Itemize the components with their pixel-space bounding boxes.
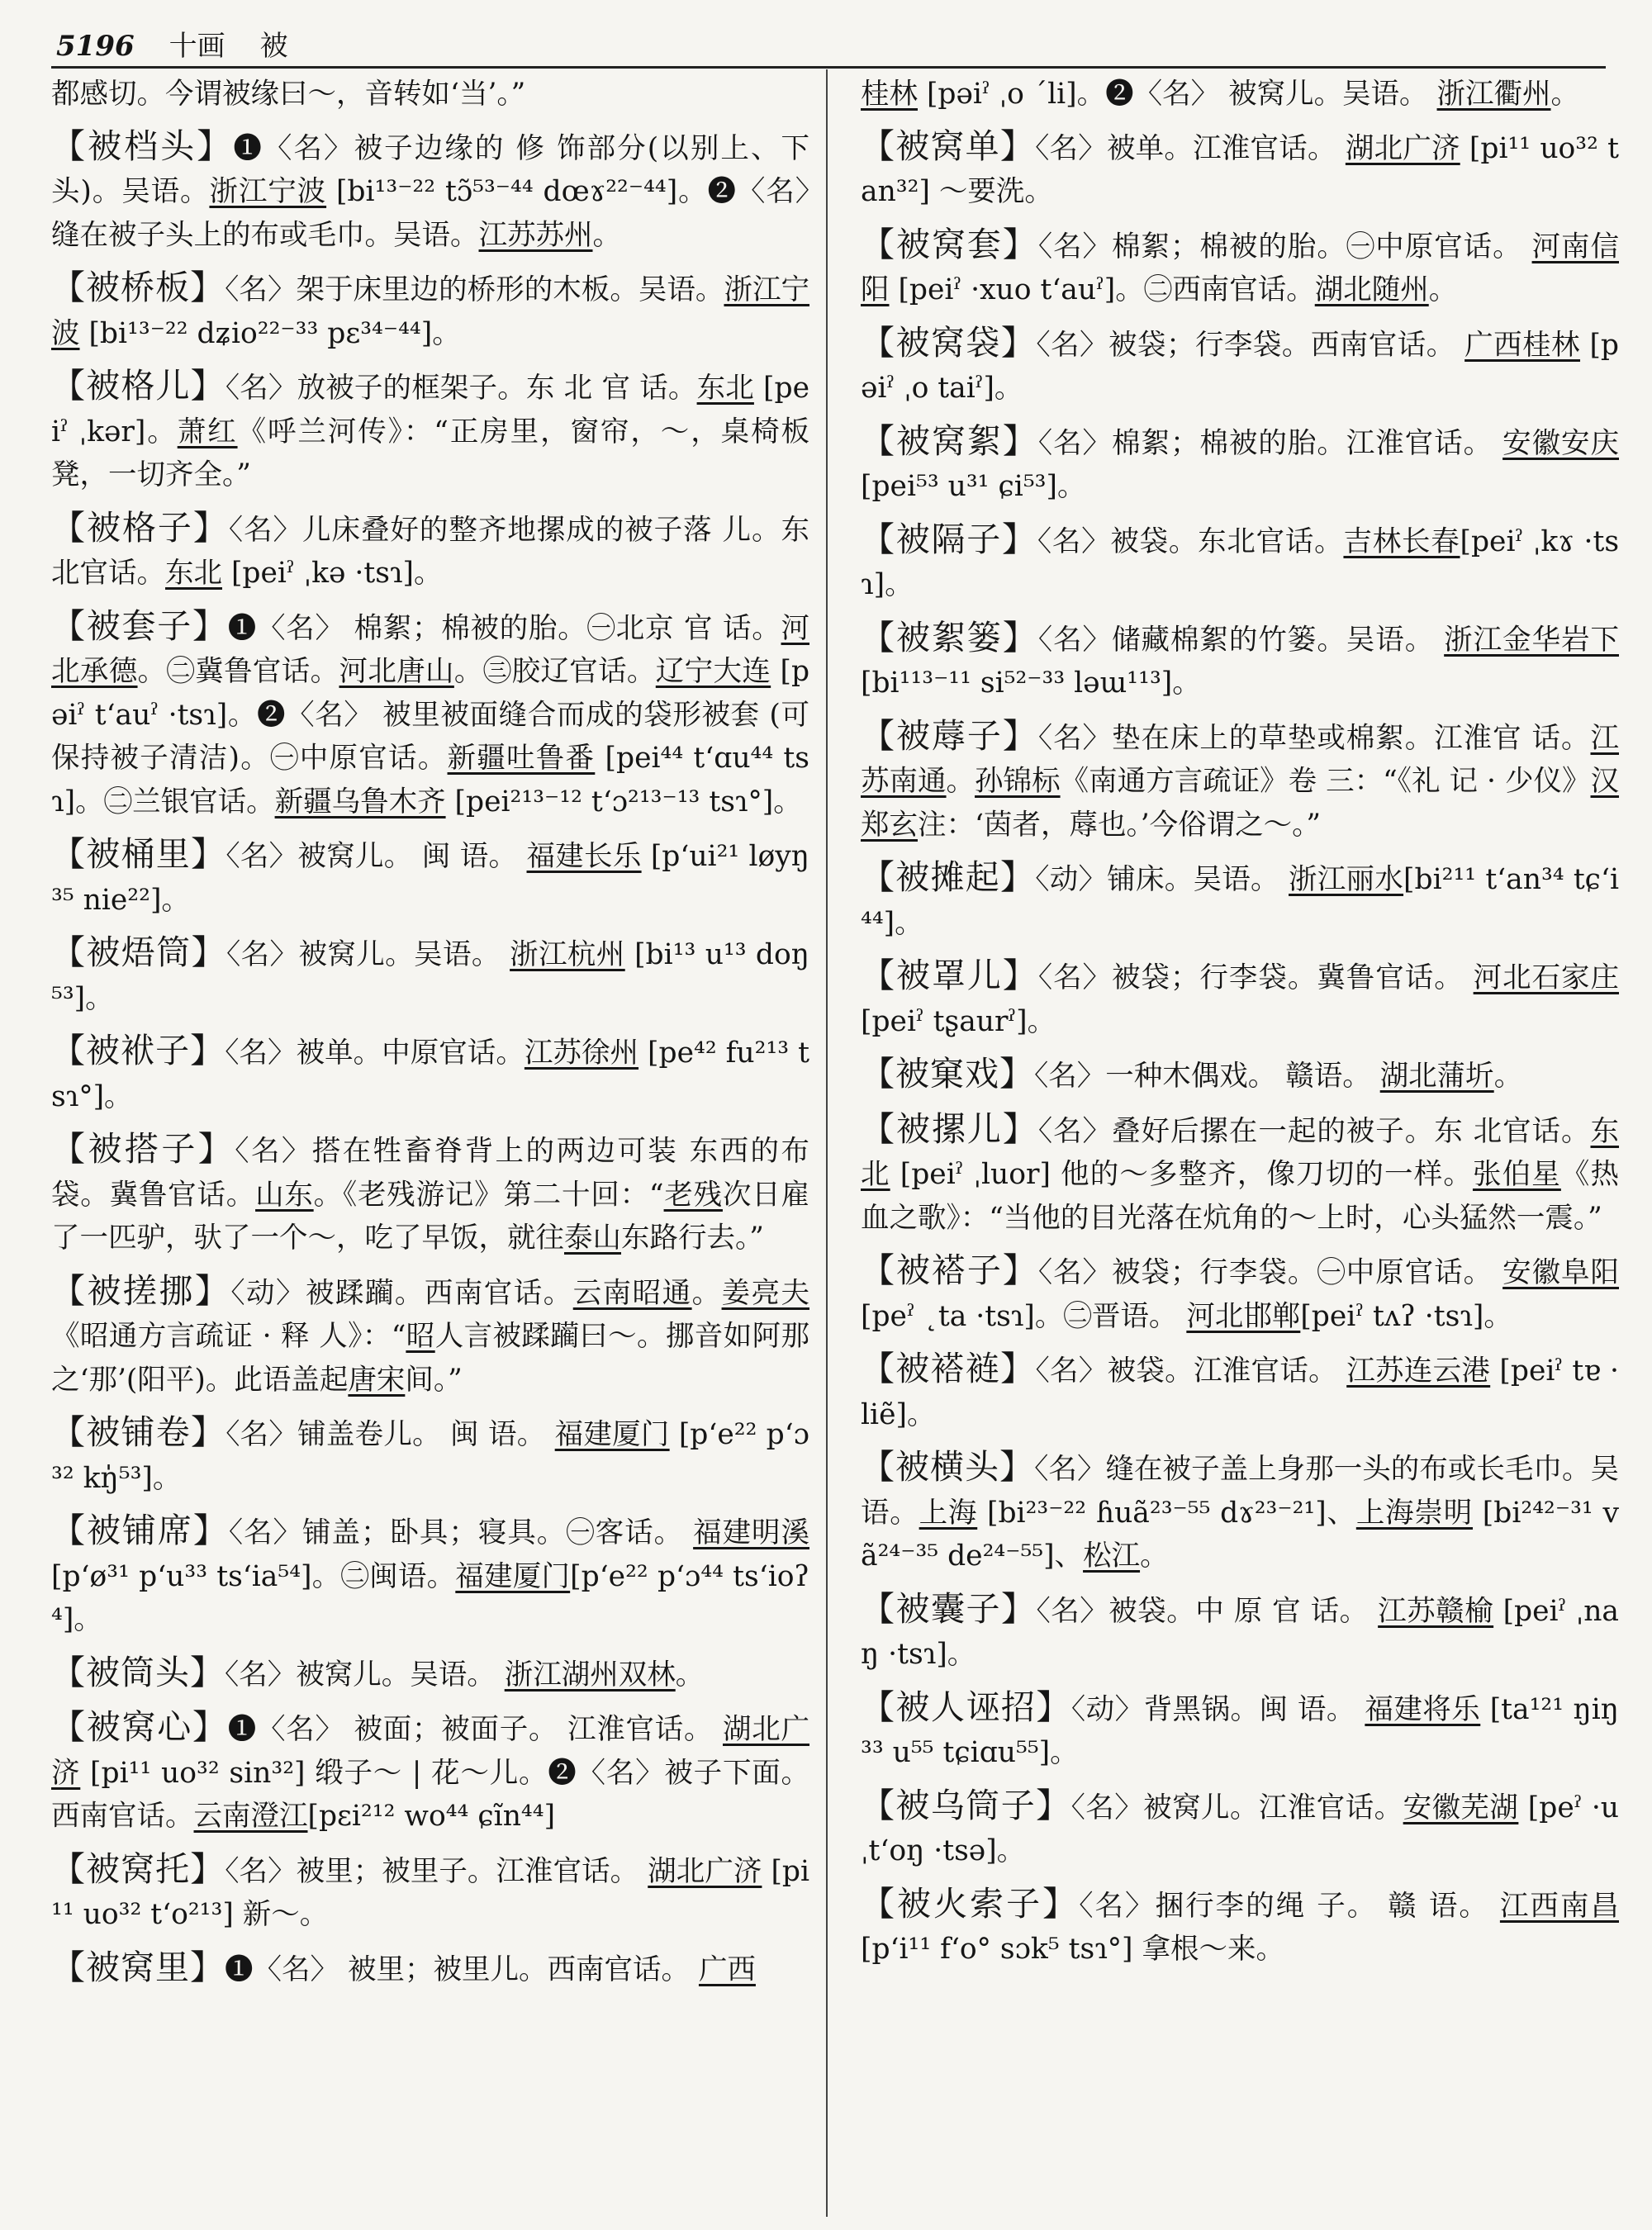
- right-column: [861, 73, 1619, 2220]
- entry-headword: 【被横头】: [861, 1447, 1035, 1487]
- dictionary-entry: [51, 1509, 809, 1642]
- section-label: 十画: [169, 30, 225, 63]
- entry-definition: 〈动〉被蹂躏。西南官话。云南昭通。姜亮夫《昭通方言疏证 · 释 人》：“昭人言被蹂躏曰～。挪音如阿那之‘那’(阳平)。此语盖起唐宋间。”: [51, 1276, 809, 1397]
- head-character: 被: [259, 30, 288, 63]
- entry-headword: 【被絮篓】: [861, 617, 1038, 657]
- dictionary-entry: [51, 1269, 809, 1402]
- entry-headword: 【被窠戏】: [861, 1054, 1034, 1094]
- entry-definition: 〈名〉被窝儿。江淮官话。安徽芜湖 [peˀ ·u ˌt‘oŋ ·tsə]。: [861, 1791, 1619, 1867]
- entry-definition: 〈名〉放被子的框架子。东 北 官 话。东北 [peiˀ ˌkər]。萧红《呼兰河传》：“正房里，窗帘，～，桌椅板凳，一切齐全。”: [51, 372, 809, 491]
- entry-headword: 【被窝絮】: [861, 420, 1038, 461]
- entry-definition: 〈名〉被窝儿。吴语。 浙江湖州双林。: [225, 1658, 705, 1691]
- dictionary-entry: [51, 1029, 809, 1118]
- column-divider: [826, 69, 828, 2217]
- entry-definition: 〈名〉缝在被子盖上身那一头的布或长毛巾。吴语。上海 [bi²³⁻²² ɦuã²³⁻⁵⁵ dɤ²³⁻²¹]、上海崇明 [bi²⁴²⁻³¹ vã²⁴⁻³⁵ de²⁴⁻⁵⁵]、松江。: [861, 1453, 1619, 1573]
- header-rule: [51, 66, 1606, 69]
- entry-definition: 〈名〉被袋。中 原 官 话。 江苏赣榆 [peiˀ ˌnaŋ ·tsɿ]。: [861, 1594, 1619, 1671]
- entry-headword: 【被格子】: [51, 507, 229, 548]
- entry-headword: 【被桶里】: [51, 834, 226, 874]
- entry-headword: 【被褡裢】: [861, 1349, 1036, 1388]
- dictionary-entry: [51, 1946, 809, 1992]
- entry-definition: 〈名〉被袋。江淮官话。 江苏连云港 [peiˀ tɐ ·liẽ]。: [861, 1355, 1619, 1431]
- entry-definition: ❶〈名〉 棉絮；棉被的胎。㊀北京 官 话。河北承德。㊁冀鲁官话。河北唐山。㊂胶辽官话。辽宁大连 [pəiˀ t‘auˀ ·tsɿ]。❷〈名〉 被里被面缝合而成的袋形被套 (可保持被子清洁)。㊀中原官话。新疆吐鲁番 [pei⁴⁴ t‘ɑu⁴⁴ tsɿ]。㊁兰银官话。新疆乌鲁木齐 [pei²¹³⁻¹² t‘ɔ²¹³⁻¹³ tsɿ°]。: [51, 611, 809, 818]
- entry-definition: 〈名〉被窝儿。 闽 语。 福建长乐 [p‘ui²¹ løyŋ³⁵ nie²²]。: [51, 840, 809, 917]
- entry-headword: 【被窝里】: [51, 1947, 225, 1987]
- entry-definition: 〈名〉被单。中原官话。江苏徐州 [pe⁴² fu²¹³ tsɿ°]。: [51, 1037, 809, 1113]
- dictionary-entry: [51, 125, 809, 258]
- entry-definition: 〈名〉棉絮；棉被的胎。㊀中原官话。 河南信阳 [peiˀ ·xuo t‘auˀ]。㊁西南官话。湖北随州。: [861, 230, 1619, 306]
- entry-definition: 〈名〉一种木偶戏。 赣语。 湖北蒲圻。: [1034, 1060, 1523, 1093]
- entry-headword: 【被窝套】: [861, 224, 1038, 264]
- entry-definition: 〈动〉背黑锅。闽 语。 福建将乐 [ta¹²¹ ŋiŋ³³ u⁵⁵ tɕiɑu⁵⁵]。: [861, 1692, 1619, 1769]
- entry-definition: ❶〈名〉 被里；被里儿。西南官话。 广西: [225, 1952, 756, 1986]
- entry-definition: 〈名〉叠好后摞在一起的被子。东 北官话。东北 [peiˀ ˌluor] 他的～多整齐，像刀切的一样。张伯星《热血之歌》：“当他的目光落在炕角的～上时，心头猛然一震。”: [861, 1114, 1619, 1235]
- dictionary-entry: [51, 1411, 809, 1500]
- page-number: 5196: [56, 30, 135, 63]
- entry-headword: 【被套子】: [51, 605, 228, 646]
- entry-headword: 【被罩儿】: [861, 956, 1038, 995]
- dictionary-entry: [861, 321, 1619, 410]
- dictionary-entry: [861, 223, 1619, 312]
- entry-headword: 【被乌筒子】: [861, 1785, 1071, 1825]
- dictionary-entry: [51, 266, 809, 355]
- entry-definition: 〈名〉搭在牲畜脊背上的两边可装 东西的布袋。冀鲁官话。山东。《老残游记》第二十回：“老残次日雇了一匹驴，驮了一个～，吃了早饭，就往泰山东路行去。”: [51, 1135, 809, 1255]
- entry-headword: 【被筒头】: [51, 1652, 225, 1692]
- dictionary-entry: [861, 1445, 1619, 1578]
- entry-definition: 〈名〉被袋。东北官话。吉林长春[peiˀ ˌkɤ ·tsɿ]。: [861, 524, 1619, 601]
- entry-headword: 【被搓挪】: [51, 1270, 231, 1311]
- dictionary-entry: [51, 1651, 809, 1697]
- dictionary-entry: [861, 1052, 1619, 1098]
- dictionary-entry: [51, 1706, 809, 1839]
- entry-headword: 【被格儿】: [51, 366, 225, 406]
- entry-definition: 〈名〉被袋；行李袋。㊀中原官话。 安徽阜阳 [peˀ ˛ta ·tsɿ]。㊁晋语。 河北邯郸[peiˀ tʌʔ ·tsɿ]。: [861, 1256, 1619, 1333]
- dictionary-entry: [861, 420, 1619, 509]
- dictionary-entry: [861, 1249, 1619, 1338]
- entry-definition: 〈名〉被袋；行李袋。冀鲁官话。 河北石家庄 [peiˀ tʂaurˀ]。: [861, 961, 1619, 1038]
- dictionary-entry: [51, 506, 809, 595]
- entry-headword: 【被焐筒】: [51, 932, 226, 972]
- entry-headword: 【被囊子】: [861, 1588, 1037, 1629]
- entry-continuation: [861, 73, 1619, 116]
- dictionary-entry: [51, 1848, 809, 1937]
- dictionary-entry: [51, 931, 809, 1020]
- entry-definition: 〈名〉被袋；行李袋。西南官话。 广西桂林 [pəiˀ ˌo taiˀ]。: [861, 328, 1619, 405]
- entry-headword: 【被摊起】: [861, 857, 1036, 897]
- dictionary-entry: [861, 1587, 1619, 1677]
- entry-definition: 〈名〉被单。江淮官话。 湖北广济 [pi¹¹ uo³² tan³²] ～要洗。: [861, 131, 1619, 208]
- entry-definition: 〈名〉储藏棉絮的竹篓。吴语。 浙江金华岩下 [bi¹¹³⁻¹¹ si⁵²⁻³³ ləɯ¹¹³]。: [861, 623, 1619, 700]
- entry-headword: 【被蓐子】: [861, 715, 1038, 756]
- entry-headword: 【被铺席】: [51, 1511, 229, 1550]
- entry-headword: 【被人诬招】: [861, 1687, 1071, 1727]
- entry-definition: 都感切。今谓被缘曰～，音转如‘当’。”: [51, 78, 526, 111]
- entry-definition: ❶〈名〉 被面；被面子。 江淮官话。 湖北广济 [pi¹¹ uo³² sin³²] 缎子～ | 花～儿。❷〈名〉被子下面。西南官话。云南澄江[pɛi²¹² wo⁴⁴ ɕĩn⁴⁴]: [51, 1713, 809, 1833]
- entry-definition: 〈名〉架于床里边的桥形的木板。吴语。浙江宁波 [bi¹³⁻²² dʑio²²⁻³³ pɛ³⁴⁻⁴⁴]。: [51, 273, 809, 350]
- entry-headword: 【被窝托】: [51, 1848, 225, 1889]
- entry-headword: 【被褡子】: [861, 1250, 1038, 1290]
- dictionary-entry: [861, 856, 1619, 945]
- dictionary-entry: [51, 605, 809, 824]
- dictionary-entry: [861, 1882, 1619, 1971]
- left-column: [51, 73, 809, 2220]
- dictionary-entry: [861, 954, 1619, 1043]
- entry-definition: ❶〈名〉被子边缘的 修 饰部分(以别上、下头)。吴语。浙江宁波 [bi¹³⁻²² tɔ̃⁵³⁻⁴⁴ dœɤ²²⁻⁴⁴]。❷〈名〉缝在被子头上的布或毛巾。吴语。江苏苏州。: [51, 131, 809, 252]
- dictionary-entry: [861, 1686, 1619, 1775]
- dictionary-entry: [51, 1127, 809, 1260]
- entry-headword: 【被窝心】: [51, 1707, 228, 1747]
- entry-headword: 【被窝单】: [861, 126, 1036, 166]
- entry-definition: 〈动〉铺床。吴语。 浙江丽水[bi²¹¹ t‘an³⁴ tɕ‘i⁴⁴]。: [861, 863, 1619, 940]
- entry-headword: 【被桥板】: [51, 268, 225, 307]
- entry-definition: 〈名〉铺盖；卧具；寝具。㊀客话。 福建明溪 [p‘ø³¹ p‘u³³ ts‘ia⁵⁴]。㊁闽语。福建厦门[p‘e²² p‘ɔ⁴⁴ ts‘ioʔ⁴]。: [51, 1516, 809, 1636]
- entry-headword: 【被档头】: [51, 126, 234, 166]
- entry-definition: 〈名〉垫在床上的草垫或棉絮。江淮官 话。江苏南通。孙锦标《南通方言疏证》卷 三：“《礼 记 · 少仪》汉郑玄注：‘茵者，蓐也。’今俗谓之～。”: [861, 721, 1619, 842]
- entry-definition: 〈名〉捆行李的绳 子。 赣 语。 江西南昌 [p‘i¹¹ f‘o° sɔk⁵ tsɿ°] 拿根～来。: [861, 1889, 1619, 1966]
- entry-headword: 【被摞儿】: [861, 1108, 1038, 1149]
- entry-definition: 〈名〉被窝儿。吴语。 浙江杭州 [bi¹³ u¹³ doŋ⁵³]。: [51, 938, 809, 1015]
- entry-headword: 【被袱子】: [51, 1031, 225, 1070]
- entry-headword: 【被窝袋】: [861, 322, 1037, 363]
- entry-headword: 【被搭子】: [51, 1129, 235, 1169]
- entry-headword: 【被隔子】: [861, 519, 1037, 559]
- dictionary-entry: [51, 364, 809, 497]
- dictionary-entry: [861, 518, 1619, 607]
- dictionary-entry: [861, 714, 1619, 847]
- entry-headword: 【被铺卷】: [51, 1412, 226, 1452]
- dictionary-entry: [861, 616, 1619, 705]
- running-head: [56, 23, 288, 64]
- dictionary-entry: [861, 1108, 1619, 1241]
- entry-continuation: [51, 73, 809, 116]
- entry-definition: 〈名〉铺盖卷儿。 闽 语。 福建厦门 [p‘e²² p‘ɔ³² kŋ̍⁵³]。: [51, 1418, 809, 1495]
- dictionary-entry: [51, 833, 809, 922]
- entry-definition: 桂林 [pəiˀ ˌo ˊli]。❷〈名〉 被窝儿。吴语。 浙江衢州。: [861, 78, 1580, 111]
- dictionary-entry: [861, 125, 1619, 214]
- entry-headword: 【被火索子】: [861, 1883, 1080, 1924]
- entry-definition: 〈名〉儿床叠好的整齐地摞成的被子落 儿。东北官话。东北 [peiˀ ˌkə ·tsɿ]。: [51, 513, 809, 590]
- dictionary-entry: [861, 1784, 1619, 1873]
- entry-definition: 〈名〉被里；被里子。江淮官话。 湖北广济 [pi¹¹ uo³² t‘o²¹³] 新～。: [51, 1854, 809, 1931]
- dictionary-entry: [861, 1347, 1619, 1436]
- entry-definition: 〈名〉棉絮；棉被的胎。江淮官话。 安徽安庆 [pei⁵³ u³¹ ɕi⁵³]。: [861, 426, 1619, 503]
